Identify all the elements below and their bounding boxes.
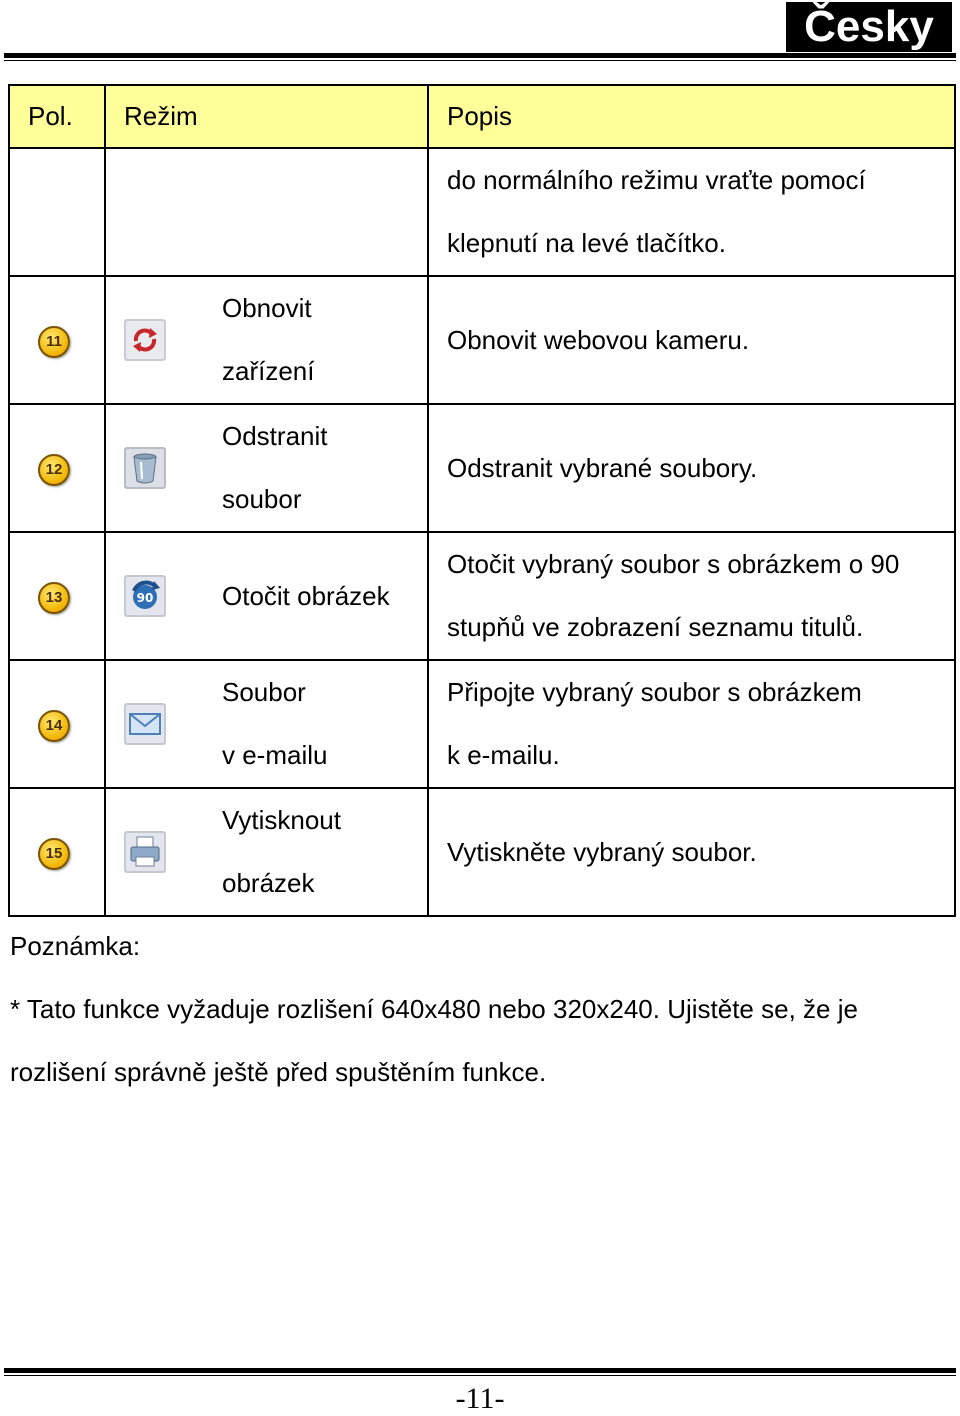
description-line: Odstranit vybrané soubory.: [447, 452, 758, 483]
note-label: Poznámka:: [10, 931, 141, 961]
mode-label: Otočit obrázek: [222, 580, 390, 611]
description-cell: [428, 532, 955, 660]
empty-mode-cell: [105, 148, 428, 276]
number-badge: 12: [38, 454, 70, 486]
language-badge: Česky: [786, 2, 952, 52]
mode-cell: [105, 404, 428, 532]
table-header-row: [9, 85, 955, 148]
table-row-continuation: [9, 148, 955, 276]
number-badge: 11: [38, 326, 70, 358]
mode-cell: [105, 532, 428, 660]
header-description: Popis: [428, 85, 955, 148]
description-line: stupňů ve zobrazení seznamu titulů.: [447, 612, 864, 642]
table-row: [9, 276, 955, 404]
printer-icon: [124, 831, 166, 873]
description-line: Otočit vybraný soubor s obrázkem o 90: [447, 549, 900, 579]
header-rule-thin: [4, 60, 956, 61]
mode-label: v e-mailu: [222, 740, 328, 770]
pos-cell: [9, 660, 105, 788]
mode-cell: [105, 660, 428, 788]
description-line: Vytiskněte vybraný soubor.: [447, 836, 757, 867]
mode-table: [8, 84, 956, 917]
description-cell: [428, 660, 955, 788]
mode-cell: [105, 788, 428, 916]
description-cell: [428, 404, 955, 532]
header-rule: [4, 53, 956, 58]
description-cell: [428, 148, 955, 276]
refresh-icon: [124, 319, 166, 361]
table-row: [9, 532, 955, 660]
description-line: k e-mailu.: [447, 740, 560, 770]
note-text: * Tato funkce vyžaduje rozlišení 640x480 nebo 320x240. Ujistěte se, že je rozlišení správně ještě před spuštěním funkce.: [10, 994, 858, 1087]
footer-rule-thin: [4, 1375, 956, 1376]
mode-label: Odstranit: [222, 421, 328, 451]
pos-cell: [9, 532, 105, 660]
pos-cell: [9, 404, 105, 532]
table-row: [9, 788, 955, 916]
pos-cell: [9, 276, 105, 404]
number-badge: 13: [38, 582, 70, 614]
empty-pos-cell: [9, 148, 105, 276]
pos-cell: [9, 788, 105, 916]
number-badge: 14: [38, 710, 70, 742]
header-pos: Pol.: [9, 85, 105, 148]
description-line: do normálního režimu vraťte pomocí: [447, 165, 866, 195]
mode-label: obrázek: [222, 868, 315, 898]
mode-label: Vytisknout: [222, 805, 341, 835]
trash-icon: [124, 447, 166, 489]
email-icon: [124, 703, 166, 745]
mode-label: Soubor: [222, 677, 306, 707]
mode-label: zařízení: [222, 356, 315, 386]
description-cell: [428, 276, 955, 404]
description-line: Připojte vybraný soubor s obrázkem: [447, 677, 862, 707]
mode-label: Obnovit: [222, 293, 312, 323]
svg-text:90: 90: [136, 591, 154, 605]
description-line: Obnovit webovou kameru.: [447, 324, 750, 355]
rotate-90-icon: [124, 575, 166, 617]
table-row: [9, 660, 955, 788]
description-cell: [428, 788, 955, 916]
mode-cell: [105, 276, 428, 404]
number-badge: 15: [38, 838, 70, 870]
page-number: -11-: [455, 1382, 505, 1415]
header-mode: Režim: [105, 85, 428, 148]
footer-rule: [4, 1368, 956, 1373]
table-row: [9, 404, 955, 532]
mode-label: soubor: [222, 484, 302, 514]
description-line: klepnutí na levé tlačítko.: [447, 228, 726, 258]
